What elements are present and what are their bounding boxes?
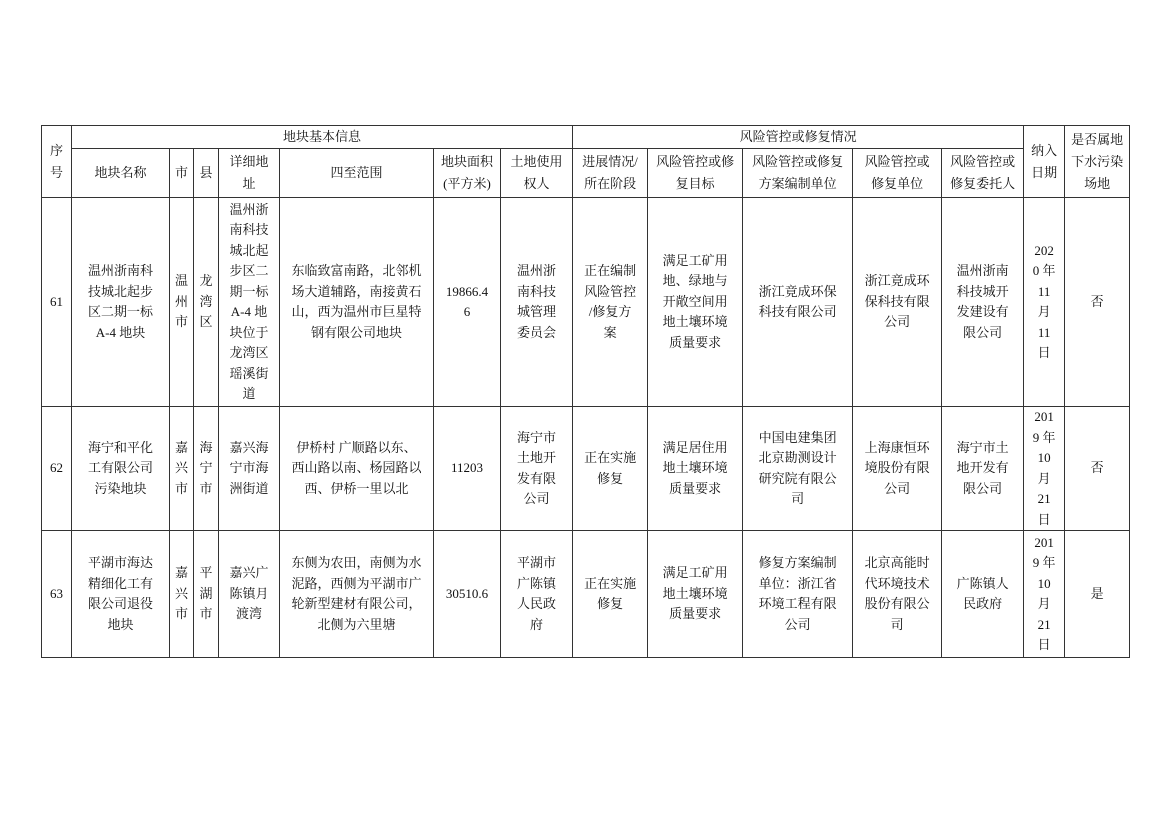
table-cell: 63 bbox=[42, 531, 72, 658]
column-header: 详细地 址 bbox=[219, 149, 280, 198]
table-cell: 19866.4 6 bbox=[434, 198, 501, 407]
column-header: 市 bbox=[170, 149, 194, 198]
table-cell: 30510.6 bbox=[434, 531, 501, 658]
table-row bbox=[42, 198, 1130, 407]
table-cell: 是 bbox=[1065, 531, 1130, 658]
column-header: 风险管控或修复 方案编制单位 bbox=[743, 149, 853, 198]
table-cell: 61 bbox=[42, 198, 72, 407]
table-cell: 正在编制 风险管控 /修复方 案 bbox=[573, 198, 648, 407]
table-cell: 62 bbox=[42, 407, 72, 531]
table-cell: 海宁市土 地开发有 限公司 bbox=[942, 407, 1024, 531]
table-cell: 伊桥村 广顺路以东、 西山路以南、杨园路以 西、伊桥一里以北 bbox=[280, 407, 434, 531]
column-header: 进展情况/ 所在阶段 bbox=[573, 149, 648, 198]
column-header: 地块面积 (平方米) bbox=[434, 149, 501, 198]
column-header: 土地使用 权人 bbox=[501, 149, 573, 198]
table-cell: 修复方案编制 单位：浙江省 环境工程有限 公司 bbox=[743, 531, 853, 658]
table-cell: 嘉兴广 陈镇月 渡湾 bbox=[219, 531, 280, 658]
header-date: 纳入 日期 bbox=[1024, 126, 1065, 198]
table-cell: 202 0 年 11 月 11 日 bbox=[1024, 198, 1065, 407]
table-cell: 广陈镇人 民政府 bbox=[942, 531, 1024, 658]
table-cell: 东临致富南路，北邻机 场大道辅路，南接黄石 山，西为温州市巨星特 钢有限公司地块 bbox=[280, 198, 434, 407]
header-basic-info: 地块基本信息 bbox=[72, 126, 573, 149]
table-cell: 嘉 兴 市 bbox=[170, 531, 194, 658]
table-cell: 满足工矿用 地土壤环境 质量要求 bbox=[648, 531, 743, 658]
column-header: 风险管控或 修复委托人 bbox=[942, 149, 1024, 198]
table-cell: 海 宁 市 bbox=[194, 407, 219, 531]
table-cell: 温州浙南 科技城开 发建设有 限公司 bbox=[942, 198, 1024, 407]
column-header: 风险管控或修 复目标 bbox=[648, 149, 743, 198]
table-cell: 嘉 兴 市 bbox=[170, 407, 194, 531]
table-cell: 上海康恒环 境股份有限 公司 bbox=[853, 407, 942, 531]
header-index: 序 号 bbox=[42, 126, 72, 198]
table-cell: 海宁和平化 工有限公司 污染地块 bbox=[72, 407, 170, 531]
table-cell: 温州浙 南科技 城管理 委员会 bbox=[501, 198, 573, 407]
table-cell: 平湖市 广陈镇 人民政 府 bbox=[501, 531, 573, 658]
header-risk-control: 风险管控或修复情况 bbox=[573, 126, 1024, 149]
table-cell: 11203 bbox=[434, 407, 501, 531]
table-row bbox=[42, 531, 1130, 658]
table-cell: 满足工矿用 地、绿地与 开敞空间用 地土壤环境 质量要求 bbox=[648, 198, 743, 407]
column-header: 地块名称 bbox=[72, 149, 170, 198]
column-header: 风险管控或 修复单位 bbox=[853, 149, 942, 198]
contaminated-sites-table bbox=[41, 125, 1130, 658]
table-cell: 浙江竟成环 保科技有限 公司 bbox=[853, 198, 942, 407]
table-cell: 正在实施 修复 bbox=[573, 407, 648, 531]
column-header: 四至范围 bbox=[280, 149, 434, 198]
table-cell: 平湖市海达 精细化工有 限公司退役 地块 bbox=[72, 531, 170, 658]
table-cell: 温州浙南科 技城北起步 区二期一标 A-4 地块 bbox=[72, 198, 170, 407]
table-cell: 龙 湾 区 bbox=[194, 198, 219, 407]
table-cell: 浙江竟成环保 科技有限公司 bbox=[743, 198, 853, 407]
table-cell: 201 9 年 10 月 21 日 bbox=[1024, 531, 1065, 658]
table-cell: 嘉兴海 宁市海 洲街道 bbox=[219, 407, 280, 531]
table-cell: 东侧为农田，南侧为水 泥路，西侧为平湖市广 轮新型建材有限公司， 北侧为六里塘 bbox=[280, 531, 434, 658]
table-cell: 平 湖 市 bbox=[194, 531, 219, 658]
table-cell: 温 州 市 bbox=[170, 198, 194, 407]
table-cell: 北京高能时 代环境技术 股份有限公 司 bbox=[853, 531, 942, 658]
table-cell: 正在实施 修复 bbox=[573, 531, 648, 658]
table-row bbox=[42, 407, 1130, 531]
table-cell: 温州浙 南科技 城北起 步区二 期一标 A-4 地 块位于 龙湾区 瑶溪街 道 bbox=[219, 198, 280, 407]
column-header: 县 bbox=[194, 149, 219, 198]
table-cell: 满足居住用 地土壤环境 质量要求 bbox=[648, 407, 743, 531]
table-cell: 201 9 年 10 月 21 日 bbox=[1024, 407, 1065, 531]
header-groundwater: 是否属地 下水污染 场地 bbox=[1065, 126, 1130, 198]
table-cell: 否 bbox=[1065, 198, 1130, 407]
table-cell: 否 bbox=[1065, 407, 1130, 531]
table-cell: 中国电建集团 北京勘测设计 研究院有限公 司 bbox=[743, 407, 853, 531]
table-cell: 海宁市 土地开 发有限 公司 bbox=[501, 407, 573, 531]
